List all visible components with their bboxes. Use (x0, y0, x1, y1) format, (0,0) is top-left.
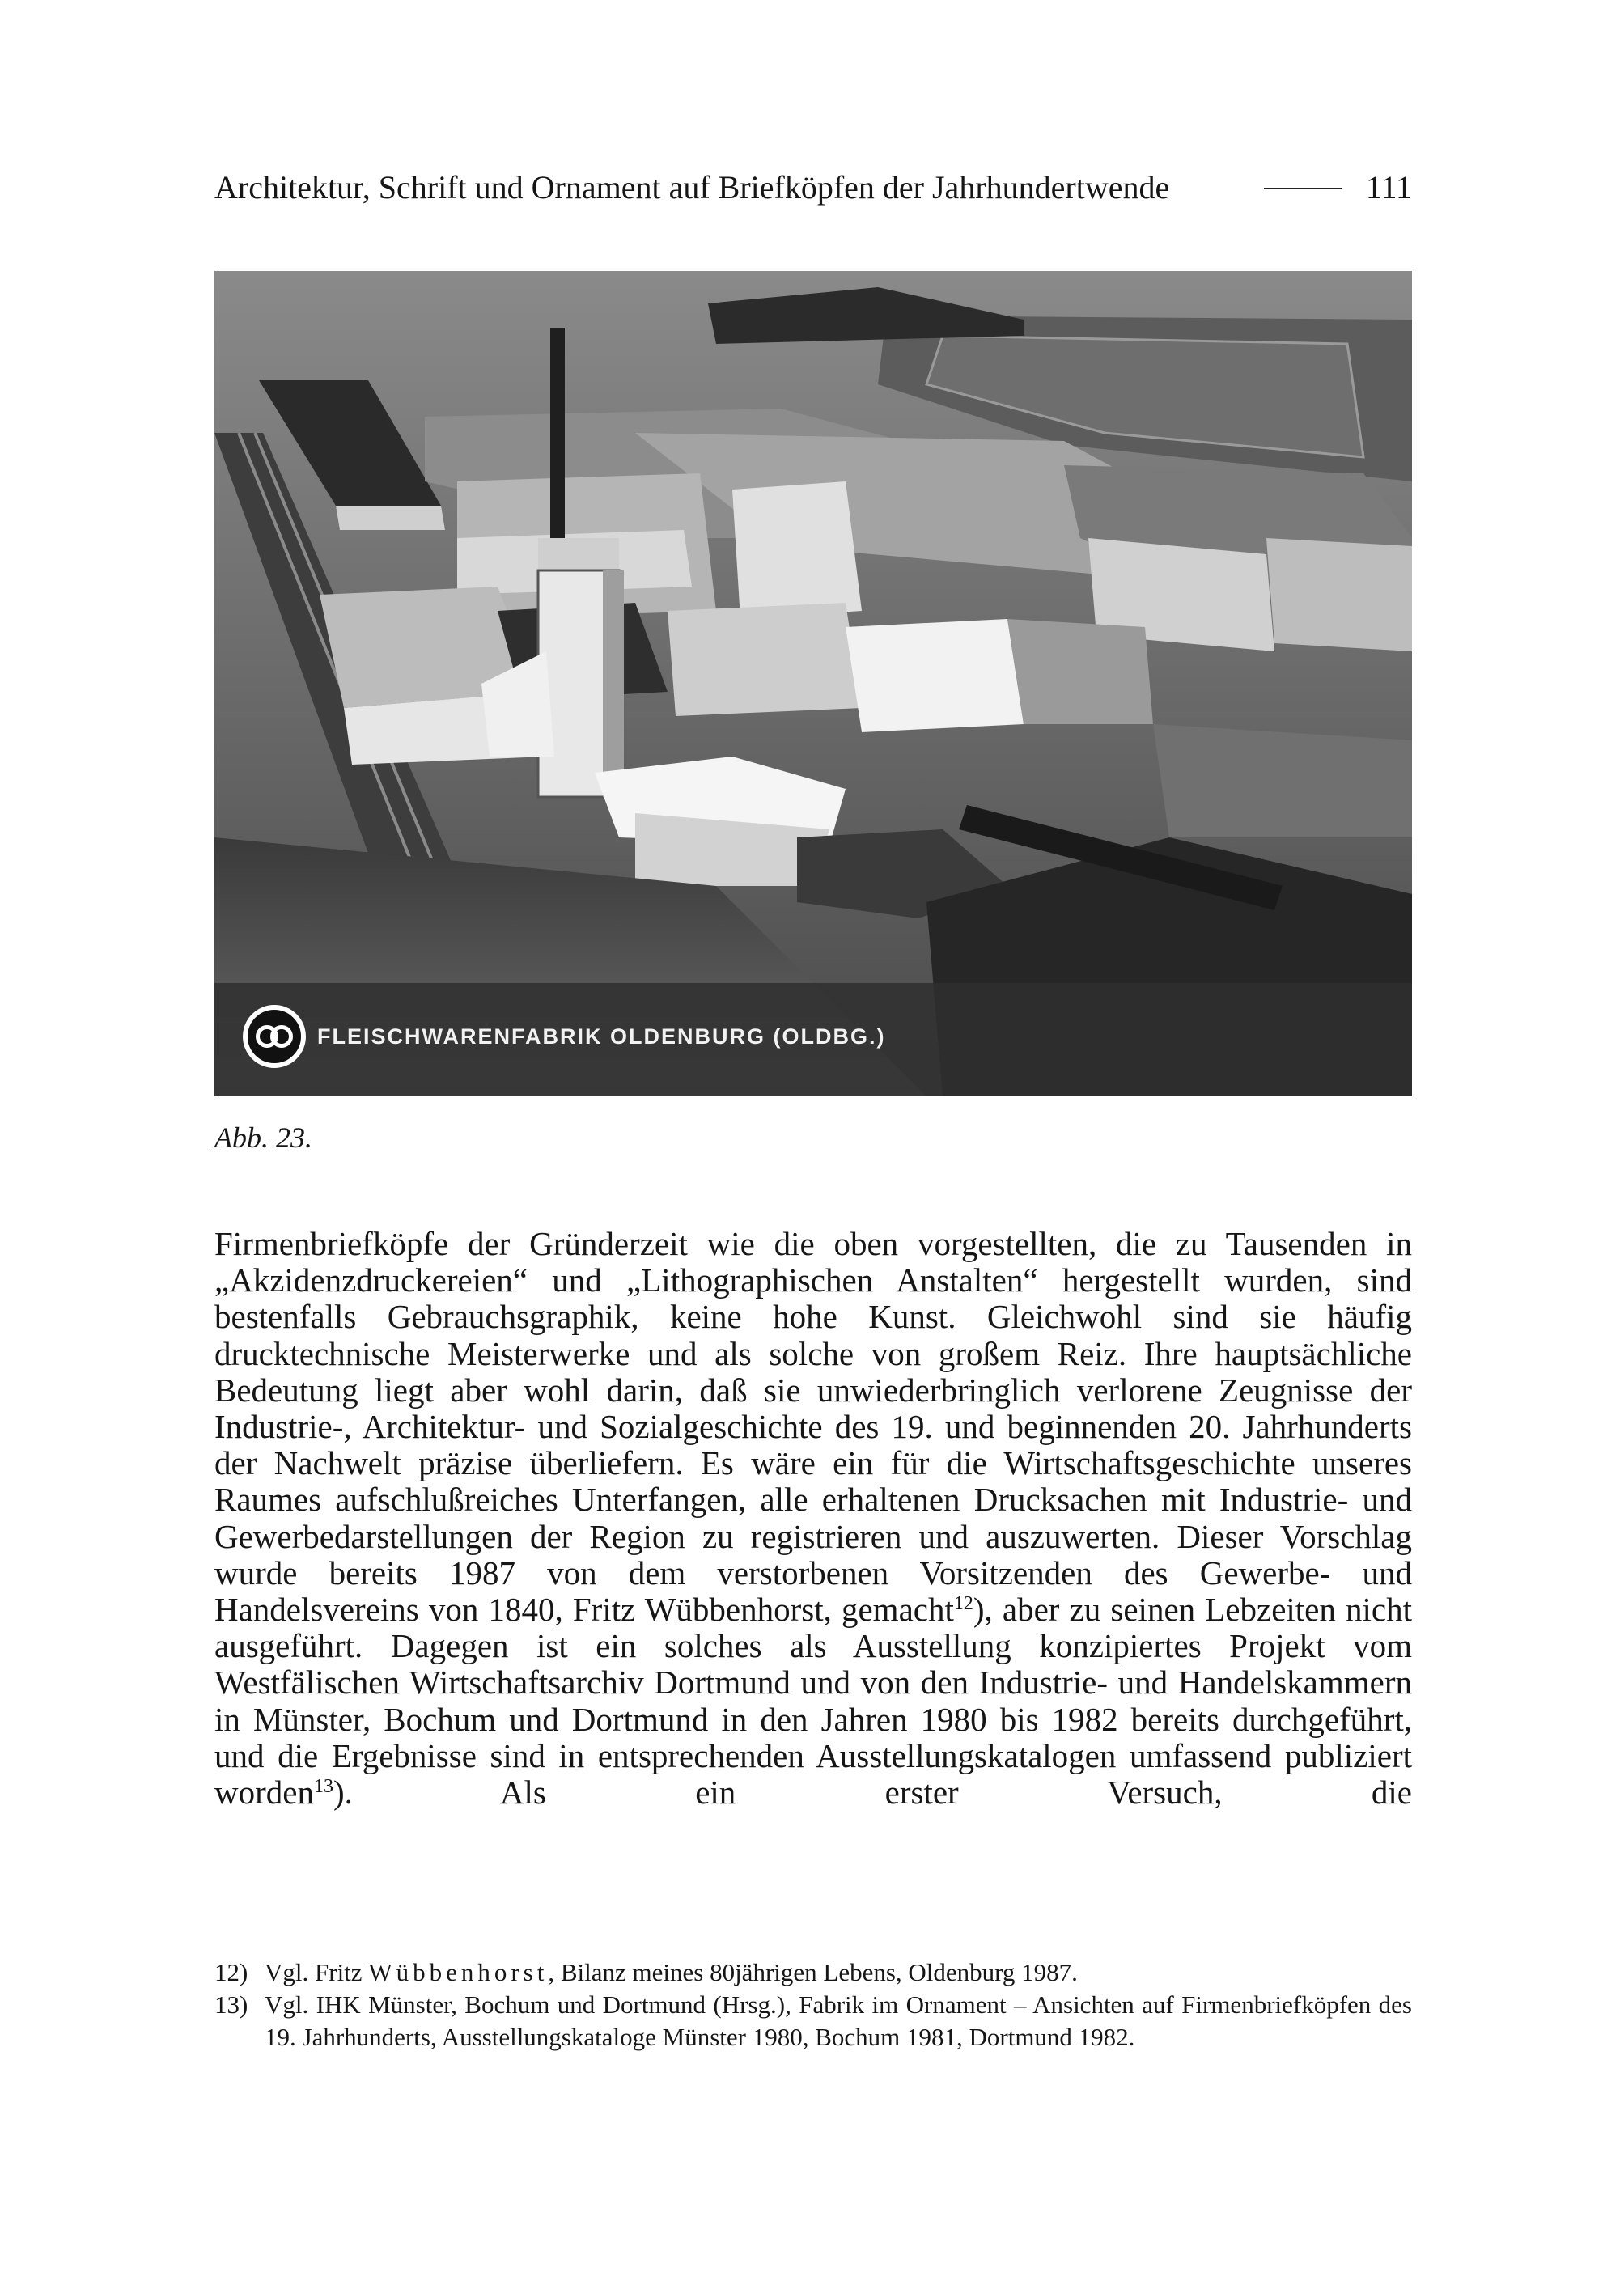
footnote-number: 12) (214, 1958, 248, 1986)
body-text-part-1: Firmenbriefköpfe der Gründerzeit wie die oben vorgestellten, die zu Tausenden in „Akzidenzdruckereien“ und „Lithographischen Anstalten“ hergestellt wurden, sind bestenfalls Gebrauchsgraphik, keine hohe Kunst. Gleichwohl sind sie häufig drucktechnische Meisterwerke und als solche von großem Reiz. Ihre hauptsächliche Bedeutung liegt aber wohl darin, daß sie unwiederbringlich verlorene Zeugnisse der Industrie-, Architektur- und Sozialgeschichte des 19. und beginnenden 20. Jahrhunderts der Nachwelt präzise überliefern. Es wäre ein für die Wirtschaftsgeschichte unseres Raumes aufschlußreiches Unterfangen, alle erhaltenen Drucksachen mit Industrie- und Gewerbedarstellungen der Region zu registrieren und auszuwerten. Dieser Vorschlag wurde bereits 1987 von dem verstorbenen Vorsitzenden des Gewerbe- und Handelsvereins von 1840, Fritz Wübbenhorst, gemacht (214, 1225, 1412, 1629)
body-text-part-3: ). Als ein erster Versuch, die (333, 1774, 1412, 1812)
footnote-ref-12[interactable]: 12 (953, 1593, 973, 1615)
footnote-number: 13) (214, 1990, 248, 2019)
factory-name: FLEISCHWARENFABRIK OLDENBURG (OLDBG.) (317, 1024, 886, 1049)
body-text-part-2: ), aber zu seinen Lebzeiten nicht ausgeführt. Dagegen ist ein solches als Ausstellung konzipiertes Projekt vom Westfälischen Wirtschaftsarchiv Dortmund und von den Industrie- und Handelskammern in Münster, Bochum und Dortmund in den Jahren 1980 bis 1982 bereits durchgeführt, und die Ergebnisse sind in entsprechenden Ausstellungskatalogen umfassend publiziert worden (214, 1591, 1412, 1812)
page-number: 111 (1365, 169, 1412, 206)
footnotes (214, 1956, 1412, 2054)
factory-aerial-photo (214, 271, 1412, 1096)
footnote-ref-13[interactable]: 13 (313, 1776, 333, 1798)
factory-illustration (214, 271, 1412, 1096)
footnote-rest: , Bilanz meines 80jährigen Lebens, Oldenburg 1987. (548, 1958, 1078, 1986)
footnote-prefix: Vgl. Fritz (265, 1958, 369, 1986)
factory-caption-band (243, 1002, 885, 1071)
body-paragraph (214, 1226, 1412, 1811)
footnote-author: Wübbenhorst (368, 1958, 549, 1986)
running-title: Architektur, Schrift und Ornament auf Briefköpfen der Jahrhundertwende (214, 169, 1170, 206)
company-logo-mark (256, 1020, 293, 1053)
footnote-12 (214, 1956, 1412, 1989)
figure-label: Abb. 23. (214, 1121, 312, 1154)
company-logo (243, 1005, 306, 1068)
footnote-text (265, 1956, 1412, 1989)
header-rule (1264, 188, 1342, 189)
footnote-text: Vgl. IHK Münster, Bochum und Dortmund (Hrsg.), Fabrik im Ornament – Ansichten auf Firmenbriefköpfen des 19. Jahrhunderts, Ausstellungskataloge Münster 1980, Bochum 1981, Dortmund 1982. (265, 1990, 1412, 2051)
paragraph (214, 1226, 1412, 1811)
footnote-13 (214, 1989, 1412, 2054)
